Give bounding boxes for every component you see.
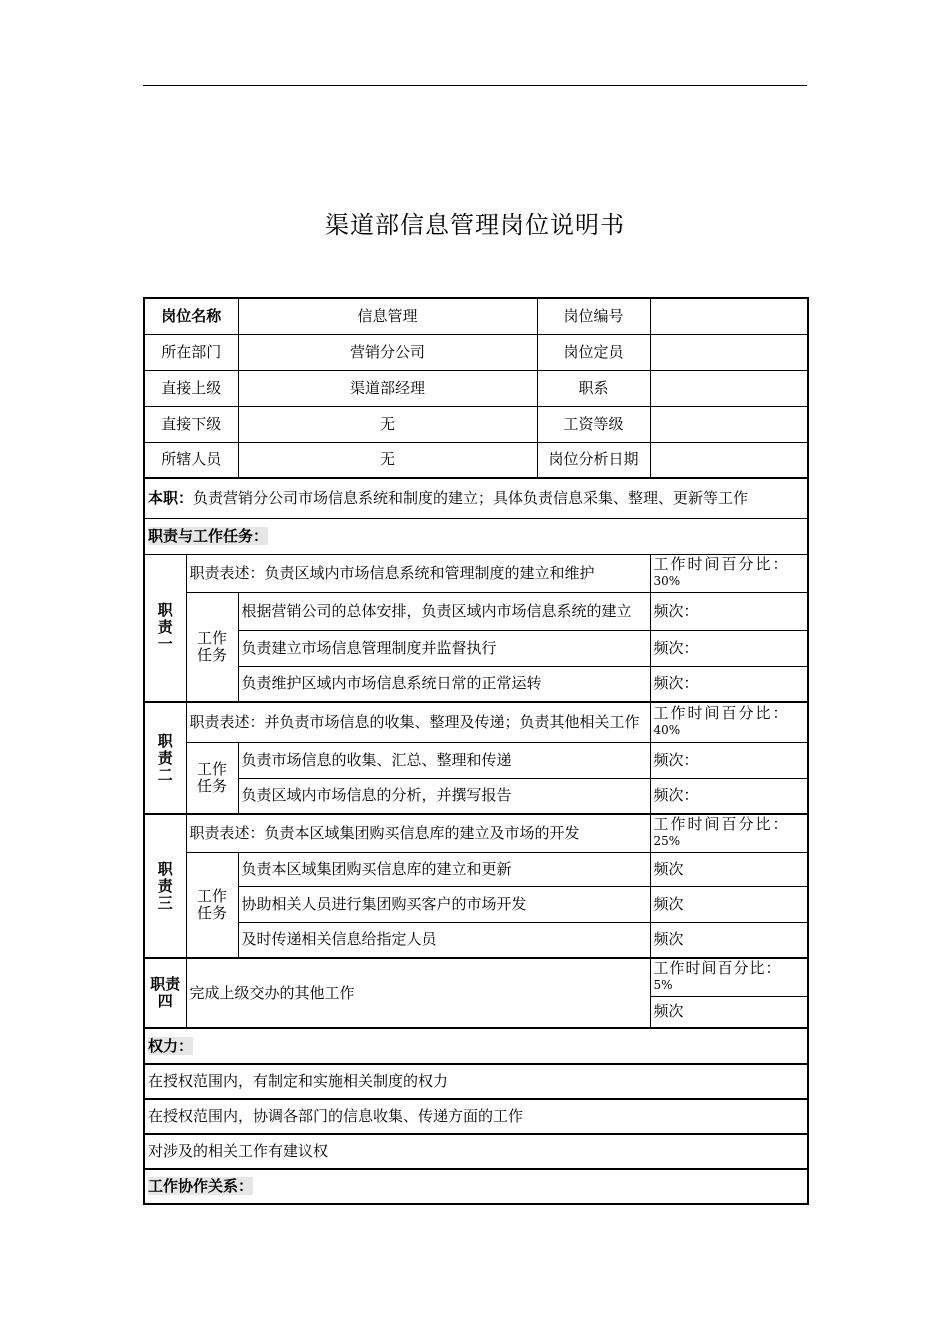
- duty-2-task-2-freq: 频次：: [650, 778, 808, 814]
- label-job-family: 职系: [537, 370, 650, 406]
- authority-heading-cell: [144, 1028, 808, 1064]
- duties-heading-row: [144, 518, 808, 554]
- duty-1-task-2-freq: 频次：: [650, 630, 808, 666]
- label-department: 所在部门: [144, 334, 238, 370]
- core-duty-row: [144, 478, 808, 518]
- info-row-superior: [144, 370, 808, 406]
- duty-2-task-1-freq: 频次：: [650, 742, 808, 778]
- duty-3-task-1-freq: 频次: [650, 852, 808, 886]
- header-rule: [143, 85, 807, 86]
- duty-4-freq: 频次: [650, 996, 808, 1028]
- value-department: 营销分公司: [238, 334, 537, 370]
- duty-3-description: 职责表述：负责本区域集团购买信息库的建立及市场的开发: [186, 814, 650, 852]
- duty-2-task-label: [186, 742, 238, 814]
- duties-heading: 职责与工作任务：: [148, 526, 269, 545]
- authority-row-1: [144, 1064, 808, 1099]
- duty-2-pct: [650, 702, 808, 742]
- duty-2-name-text: 职责二: [157, 731, 173, 784]
- duty-1-task-2-row: [144, 630, 808, 666]
- label-direct-superior: 直接上级: [144, 370, 238, 406]
- duty-2-desc-row: [144, 702, 808, 742]
- duties-heading-cell: [144, 518, 808, 554]
- duty-3-task-3: 及时传递相关信息给指定人员: [238, 922, 650, 958]
- label-staff-managed: 所辖人员: [144, 442, 238, 478]
- duty-1-name-text: 职责一: [157, 601, 173, 654]
- duty-4-description: 完成上级交办的其他工作: [186, 958, 650, 1028]
- job-description-table: [143, 297, 809, 1205]
- duty-1-task-3: 负责维护区域内市场信息系统日常的正常运转: [238, 666, 650, 702]
- value-headcount: [650, 334, 808, 370]
- value-salary-grade: [650, 406, 808, 442]
- relations-heading: 工作协作关系：: [148, 1177, 254, 1195]
- duty-1-task-1-row: [144, 592, 808, 630]
- duty-3-desc-row: [144, 814, 808, 852]
- duty-1-pct: [650, 554, 808, 592]
- duty-2-task-1: 负责市场信息的收集、汇总、整理和传递: [238, 742, 650, 778]
- value-job-family: [650, 370, 808, 406]
- duty-2-pct-label: 工作时间百分比：: [653, 704, 790, 723]
- duty-3-task-2: 协助相关人员进行集团购买客户的市场开发: [238, 886, 650, 922]
- authority-item-2: 在授权范围内，协调各部门的信息收集、传递方面的工作: [144, 1099, 808, 1134]
- value-analysis-date: [650, 442, 808, 478]
- duty-3-task-label-text: 工作任务: [197, 886, 228, 922]
- duty-1-task-2: 负责建立市场信息管理制度并监督执行: [238, 630, 650, 666]
- duty-4-pct-label: 工作时间百分比：: [653, 959, 782, 978]
- authority-row-3: [144, 1134, 808, 1169]
- core-duty-cell: [144, 478, 808, 518]
- duty-4-name: [144, 958, 186, 1028]
- info-row-staff: [144, 442, 808, 478]
- duty-3-name-text: 职责三: [157, 859, 173, 912]
- authority-heading-row: [144, 1028, 808, 1064]
- duty-3-task-2-row: [144, 886, 808, 922]
- value-position-no: [650, 298, 808, 334]
- duty-2-pct-value: 40%: [653, 723, 681, 738]
- label-analysis-date: 岗位分析日期: [537, 442, 650, 478]
- authority-heading: 权力：: [148, 1036, 194, 1055]
- duty-1-task-label-text: 工作任务: [197, 628, 228, 664]
- value-position-name: 信息管理: [238, 298, 537, 334]
- label-position-no: 岗位编号: [537, 298, 650, 334]
- duty-4-pct: [650, 958, 808, 996]
- duty-3-task-label: [186, 852, 238, 958]
- duty-3-pct-label: 工作时间百分比：: [653, 815, 790, 834]
- duty-3-task-1: 负责本区域集团购买信息库的建立和更新: [238, 852, 650, 886]
- duty-2-task-1-row: [144, 742, 808, 778]
- duty-2-task-label-text: 工作任务: [197, 759, 228, 795]
- duty-1-description: 职责表述：负责区域内市场信息系统和管理制度的建立和维护: [186, 554, 650, 592]
- label-salary-grade: 工资等级: [537, 406, 650, 442]
- duty-2-description: 职责表述：并负责市场信息的收集、整理及传递；负责其他相关工作: [186, 702, 650, 742]
- duty-1-task-label: [186, 592, 238, 702]
- duty-2-task-2-row: [144, 778, 808, 814]
- authority-item-3: 对涉及的相关工作有建议权: [144, 1134, 808, 1169]
- duty-4-name-text: 职责四: [150, 975, 181, 1010]
- value-direct-superior: 渠道部经理: [238, 370, 537, 406]
- duty-3-pct: [650, 814, 808, 852]
- duty-1-pct-label: 工作时间百分比：: [653, 555, 790, 573]
- duty-1-name: [144, 554, 186, 702]
- duty-3-pct-value: 25%: [653, 834, 681, 849]
- duty-3-task-3-row: [144, 922, 808, 958]
- relations-heading-row: [144, 1169, 808, 1204]
- duty-3-task-1-row: [144, 852, 808, 886]
- authority-item-1: 在授权范围内，有制定和实施相关制度的权力: [144, 1064, 808, 1099]
- duty-1-desc-row: [144, 554, 808, 592]
- duty-3-task-2-freq: 频次: [650, 886, 808, 922]
- duty-2-name: [144, 702, 186, 814]
- value-direct-subordinate: 无: [238, 406, 537, 442]
- duty-1-task-3-row: [144, 666, 808, 702]
- core-duty-label: 本职：: [148, 488, 194, 507]
- duty-1-task-1-freq: 频次：: [650, 592, 808, 630]
- core-duty-text: 负责营销分公司市场信息系统和制度的建立；具体负责信息采集、整理、更新等工作: [193, 488, 749, 507]
- info-row-name: [144, 298, 808, 334]
- document-title: 渠道部信息管理岗位说明书: [325, 211, 625, 239]
- duty-3-task-3-freq: 频次: [650, 922, 808, 958]
- relations-heading-cell: [144, 1169, 808, 1204]
- duty-2-task-2: 负责区域内市场信息的分析，并撰写报告: [238, 778, 650, 814]
- label-headcount: 岗位定员: [537, 334, 650, 370]
- duty-4-row-1: [144, 958, 808, 996]
- duty-3-name: [144, 814, 186, 958]
- duty-4-pct-value: 5%: [653, 978, 673, 993]
- duty-1-task-3-freq: 频次：: [650, 666, 808, 702]
- duty-1-task-1: 根据营销公司的总体安排，负责区域内市场信息系统的建立: [238, 592, 650, 630]
- info-row-department: [144, 334, 808, 370]
- info-row-subordinate: [144, 406, 808, 442]
- label-direct-subordinate: 直接下级: [144, 406, 238, 442]
- authority-row-2: [144, 1099, 808, 1134]
- duty-1-pct-value: 30%: [653, 574, 681, 588]
- label-position-name: 岗位名称: [144, 298, 238, 334]
- value-staff-managed: 无: [238, 442, 537, 478]
